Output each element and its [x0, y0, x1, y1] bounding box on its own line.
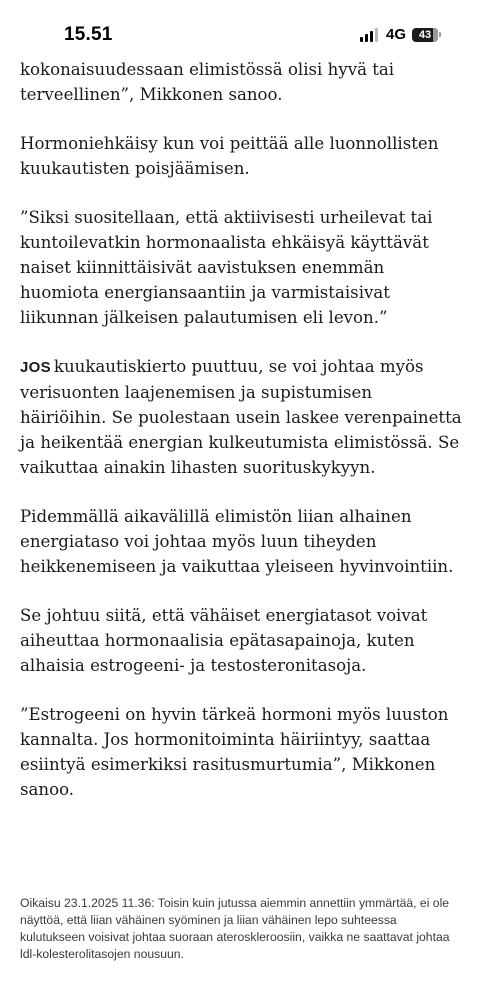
- status-icons: [360, 26, 441, 43]
- status-time: 15.51: [64, 24, 113, 45]
- article-body: [20, 57, 463, 826]
- battery-icon: [412, 28, 441, 42]
- correction-note: Oikaisu 23.1.2025 11.36: Toisin kuin jutussa aiemmin annettiin ymmärtää, ei ole näyttöä, että liian vähäinen syöminen ja liian vähäinen lepo suhteessa kulutukseen voisivat johtaa suoraan ateroskleroosiin, vaikka ne saattavat johtaa ldl-kolesterolitasojen nousuun.: [20, 896, 450, 961]
- article-paragraph: Se johtuu siitä, että vähäiset energiatasot voivat aiheuttaa hormonaalisia epätasapainoja, kuten alhaisia estrogeeni- ja testosteronitasoja.: [20, 606, 428, 675]
- article-paragraph-with-lead: [20, 354, 463, 480]
- article-paragraph-text: kuukautiskierto puuttuu, se voi johtaa myös verisuonten laajenemisen ja supistumisen häiriöihin. Se puolestaan usein laskee verenpainetta ja heikentää energian kulkeutumista elimistössä. Se vaikuttaa ainakin lihasten suorituskykyyn.: [20, 357, 462, 477]
- cellular-signal-icon: [360, 28, 378, 42]
- article-paragraph: Pidemmällä aikavälillä elimistön liian alhainen energiataso voi johtaa myös luun tiheyden heikkenemiseen ja vaikuttaa yleiseen hyvinvointiin.: [20, 507, 454, 576]
- network-type: 4G: [385, 26, 406, 43]
- status-bar: [0, 0, 481, 56]
- article-paragraph: kokonaisuudessaan elimistössä olisi hyvä tai terveellinen”, Mikkonen sanoo.: [20, 60, 395, 104]
- article-paragraph: Hormoniehkäisy kun voi peittää alle luonnollisten kuukautisten poisjäämisen.: [20, 134, 439, 178]
- lead-word: JOS: [20, 359, 51, 376]
- article-paragraph: ”Estrogeeni on hyvin tärkeä hormoni myös luuston kannalta. Jos hormonitoiminta häiriintyy, saattaa esiintyä esimerkiksi rasitusmurtumia”, Mikkonen sanoo.: [20, 705, 449, 799]
- article-paragraph: ”Siksi suositellaan, että aktiivisesti urheilevat tai kuntoilevatkin hormonaalista ehkäisyä käyttävät naiset kiinnittäisivät aavistuksen enemmän huomiota energiansaantiin ja varmistaisivat liikunnan jälkeisen palautumisen eli levon.”: [20, 208, 433, 327]
- battery-level: 43: [418, 28, 432, 41]
